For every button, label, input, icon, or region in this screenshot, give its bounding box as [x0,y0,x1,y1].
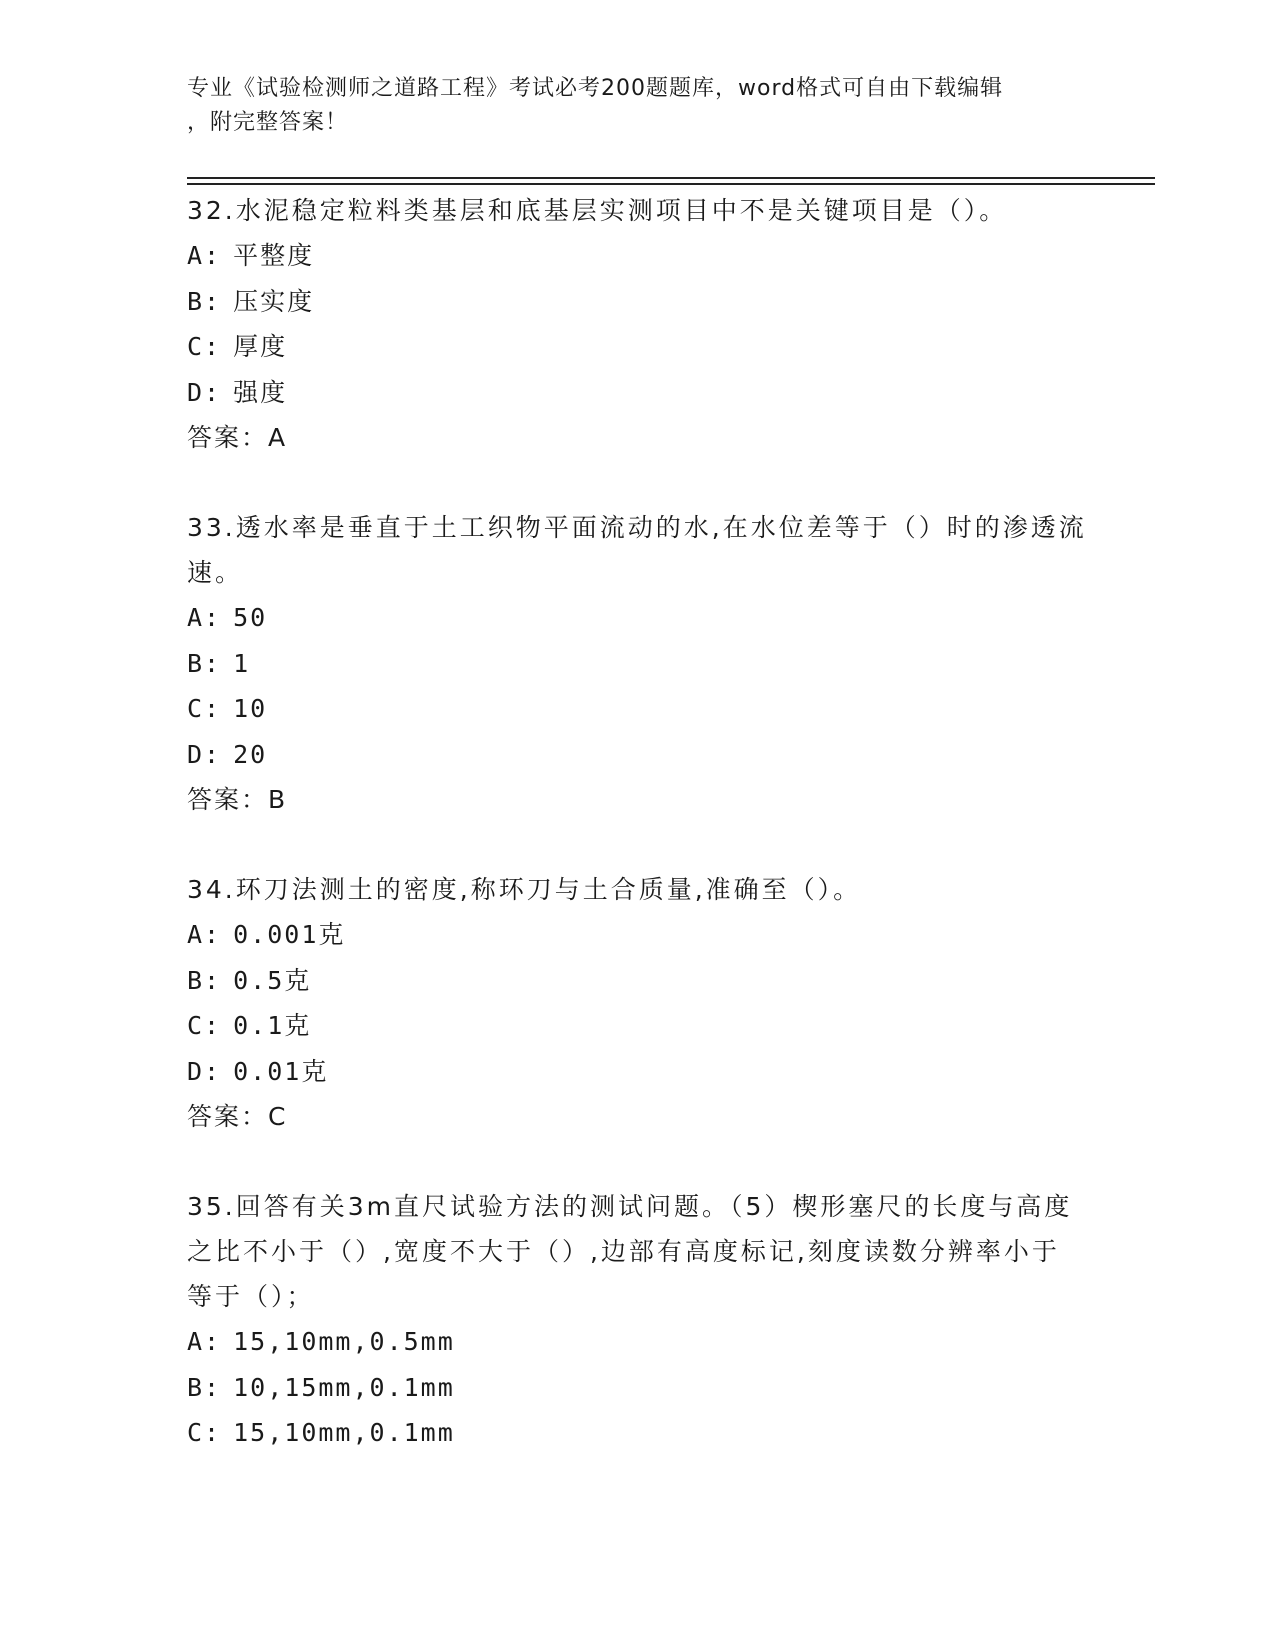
option-letter: D: [187,739,222,769]
option-letter: A: [187,920,222,949]
option-letter: B: [187,286,222,316]
option-letter: A: [187,1327,222,1356]
option-value: 强度 [233,377,288,407]
option-d [187,1049,1087,1095]
question-text: 34.环刀法测土的密度,称环刀与土合质量,准确至（）。 [187,875,862,904]
option-a [187,1319,1087,1365]
option-value: 0.5克 [233,965,312,995]
answer-line: 答案：C [187,1102,288,1131]
option-value: 0.1克 [233,1011,312,1040]
option-value: 50 [233,603,268,632]
option-letter: A: [187,603,222,632]
option-letter: B: [187,1372,222,1402]
question-34 [187,867,1087,1139]
option-letter: A: [187,241,222,270]
option-letter: C: [187,694,222,723]
header-line-2: ，附完整答案！ [187,110,349,135]
option-value: 10,15mm,0.1mm [233,1372,455,1402]
question-list [187,188,1087,1501]
option-value: 压实度 [233,286,315,316]
option-c [187,686,1087,732]
question-text: 32.水泥稳定粒料类基层和底基层实测项目中不是关键项目是（）。 [187,196,1008,225]
question-text: 33.透水率是垂直于土工织物平面流动的水,在水位差等于（）时的渗透流速。 [187,513,1087,587]
option-value: 15,10mm,0.1mm [233,1418,455,1447]
option-letter: D: [187,377,222,407]
header-line-1: 专业《试验检测师之道路工程》考试必考200题题库，word格式可自由下载编辑 [187,76,1004,101]
option-value: 厚度 [233,332,288,361]
question-33 [187,505,1087,822]
option-letter: C: [187,332,222,361]
option-value: 0.001克 [233,920,346,949]
option-d [187,370,1087,416]
option-letter: B: [187,648,222,678]
option-b [187,641,1087,687]
answer-line: 答案：B [187,785,288,814]
option-b [187,279,1087,325]
option-a [187,595,1087,641]
option-value: 20 [233,739,268,769]
option-b [187,958,1087,1004]
option-value: 1 [233,648,251,678]
option-b [187,1365,1087,1411]
question-text: 35.回答有关3m直尺试验方法的测试问题。（5）楔形塞尺的长度与高度之比不小于（）,宽度不大于（）,边部有高度标记,刻度读数分辨率小于等于（）； [187,1192,1073,1311]
question-35 [187,1184,1087,1456]
option-c [187,1410,1087,1456]
question-32 [187,188,1087,460]
option-value: 15,10mm,0.5mm [233,1327,455,1356]
answer-line: 答案：A [187,423,288,452]
option-letter: C: [187,1011,222,1040]
option-d [187,732,1087,778]
option-letter: D: [187,1056,222,1086]
header-divider-bottom [187,183,1155,185]
option-a [187,233,1087,279]
option-letter: B: [187,965,222,995]
option-value: 10 [233,694,268,723]
option-value: 0.01克 [233,1056,329,1086]
option-c [187,1003,1087,1049]
document-header [187,72,1087,140]
header-divider-top [187,177,1155,179]
option-a [187,912,1087,958]
option-letter: C: [187,1418,222,1447]
option-c [187,324,1087,370]
option-value: 平整度 [233,241,315,270]
